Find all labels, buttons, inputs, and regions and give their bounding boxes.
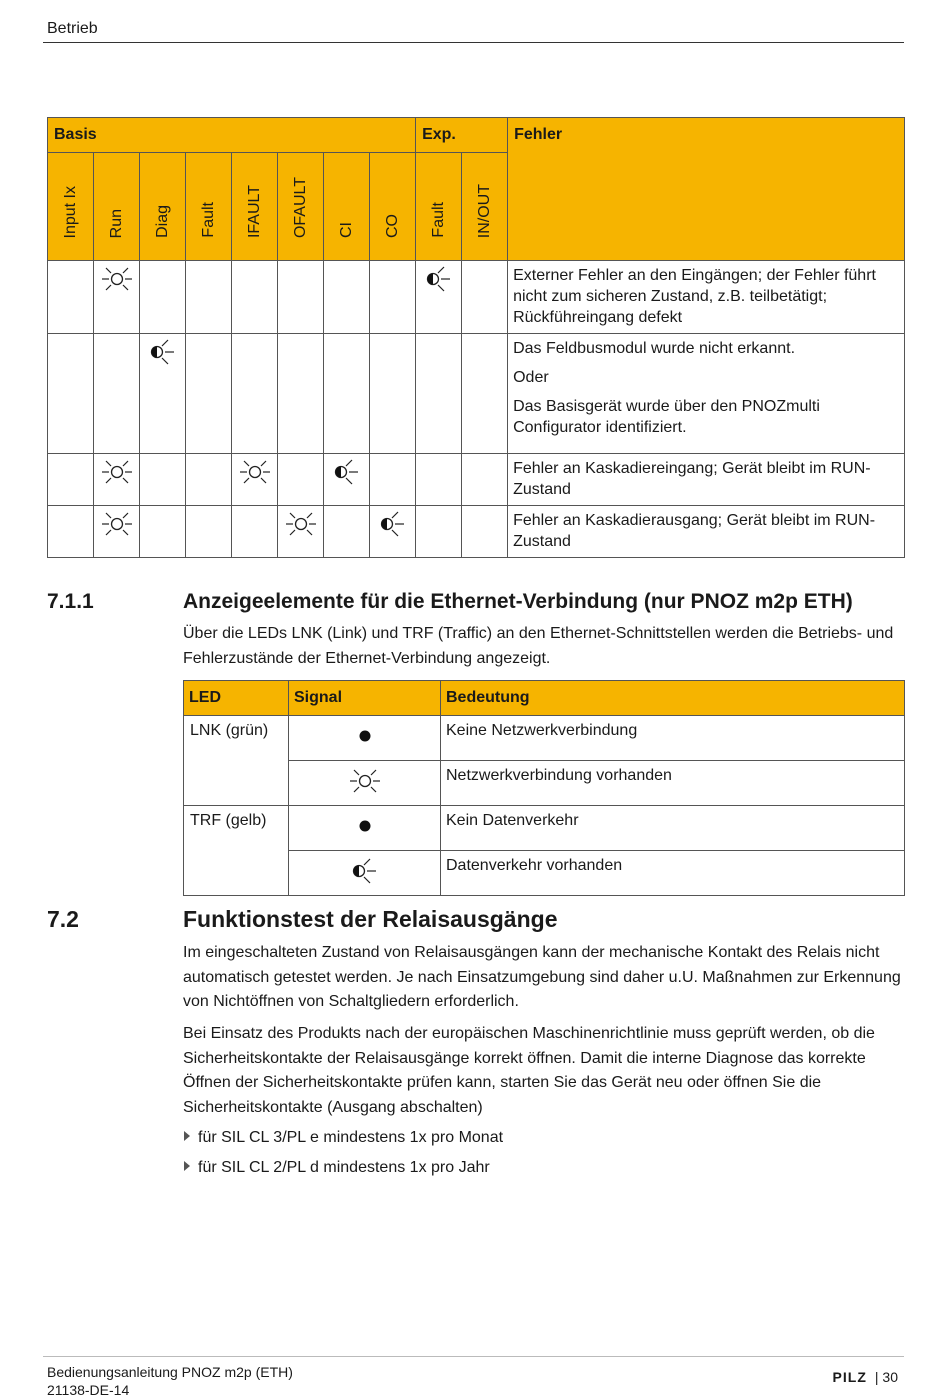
signal-meaning: Kein Datenverkehr [441, 806, 905, 851]
table-row [48, 506, 905, 558]
header-signal: Signal [289, 681, 441, 716]
footer-rule [43, 1356, 904, 1357]
led-on-icon [100, 526, 134, 543]
led-name: TRF (gelb) [184, 806, 289, 896]
triangle-bullet-icon [184, 1161, 190, 1171]
column-header: IFAULT [232, 153, 278, 261]
section-title: Anzeigeelemente für die Ethernet-Verbindung (nur PNOZ m2p ETH) [183, 590, 853, 613]
header-rule [43, 42, 904, 43]
led-off-icon [348, 738, 382, 755]
table-row [48, 454, 905, 506]
table-row [184, 806, 905, 851]
section-number: 7.1.1 [47, 590, 94, 613]
page-number: | 30 [874, 1369, 898, 1385]
header-meaning: Bedeutung [441, 681, 905, 716]
footer-info [47, 1363, 293, 1399]
group-header-exp: Exp. [416, 118, 508, 153]
signal-meaning: Keine Netzwerkverbindung [441, 716, 905, 761]
led-flashing-icon [348, 873, 382, 890]
section-paragraph: Bei Einsatz des Produkts nach der europäischen Maschinenrichtlinie muss geprüft werden, ob die Sicherheitskontakte der Relaisausgänge korrekt öffnen. Damit die interne Diagnose das korrekte Öffnen der Sicherheitskontakte prüfen kann, starten Sie das Gerät neu oder öffnen Sie die Sicherheitskontakte (Ausgang abschalten) [183, 1025, 875, 1116]
column-header: Input Ix [48, 153, 94, 261]
list-item: für SIL CL 3/PL e mindestens 1x pro Monat [184, 1126, 503, 1150]
column-header: Diag [140, 153, 186, 261]
led-on-icon [100, 474, 134, 491]
led-on-icon [100, 281, 134, 298]
error-description: Das Feldbusmodul wurde nicht erkannt. Oder Das Basisgerät wurde über den PNOZmulti Configurator identifiziert. [508, 334, 905, 454]
ethernet-led-table [183, 680, 905, 896]
triangle-bullet-icon [184, 1131, 190, 1141]
footer-page [833, 1369, 898, 1385]
error-description: Fehler an Kaskadierausgang; Gerät bleibt im RUN-Zustand [508, 506, 905, 558]
table-row [48, 334, 905, 454]
column-header: Run [94, 153, 140, 261]
led-status-table [47, 117, 905, 558]
led-on-icon [284, 526, 318, 543]
table-row [184, 851, 905, 896]
led-name: LNK (grün) [184, 716, 289, 806]
column-header: CO [370, 153, 416, 261]
led-off-icon [348, 828, 382, 845]
pilz-logo: PILZ [832, 1369, 867, 1385]
table-row [184, 761, 905, 806]
section-paragraph: Im eingeschalteten Zustand von Relaisausgängen kann der mechanische Kontakt des Relais nicht automatisch getestet werden. Je nach Einsatzumgebung sind daher u.U. Maßnahmen zur Erkennung von Nichtöffnen von Schaltgliedern erforderlich. [183, 944, 901, 1010]
led-flashing-icon [376, 526, 410, 543]
led-flashing-icon [146, 354, 180, 371]
table-row [48, 261, 905, 334]
group-header-fehler: Fehler [508, 118, 905, 261]
signal-meaning: Netzwerkverbindung vorhanden [441, 761, 905, 806]
error-description: Fehler an Kaskadiereingang; Gerät bleibt im RUN-Zustand [508, 454, 905, 506]
led-on-icon [348, 783, 382, 800]
column-header: OFAULT [278, 153, 324, 261]
column-header: CI [324, 153, 370, 261]
group-header-basis: Basis [48, 118, 416, 153]
section-number: 7.2 [47, 906, 79, 932]
led-flashing-icon [422, 281, 456, 298]
list-item: für SIL CL 2/PL d mindestens 1x pro Jahr [184, 1156, 490, 1180]
section-title: Funktionstest der Relaisausgänge [183, 906, 558, 932]
table-row [184, 716, 905, 761]
column-header: Fault [416, 153, 462, 261]
led-flashing-icon [330, 474, 364, 491]
section-text: Über die LEDs LNK (Link) und TRF (Traffic) an den Ethernet-Schnittstellen werden die Betriebs- und Fehlerzustände der Ethernet-Verbindung angezeigt. [183, 625, 894, 667]
column-header: IN/OUT [462, 153, 508, 261]
header-led: LED [184, 681, 289, 716]
signal-meaning: Datenverkehr vorhanden [441, 851, 905, 896]
manual-title: Bedienungsanleitung PNOZ m2p (ETH) [47, 1364, 293, 1380]
document-number: 21138-DE-14 [47, 1382, 130, 1398]
running-header: Betrieb [47, 20, 98, 37]
led-on-icon [238, 474, 272, 491]
column-header: Fault [186, 153, 232, 261]
error-description: Externer Fehler an den Eingängen; der Fehler führt nicht zum sicheren Zustand, z.B. teilbetätigt; Rückführeingang defekt [508, 261, 905, 334]
